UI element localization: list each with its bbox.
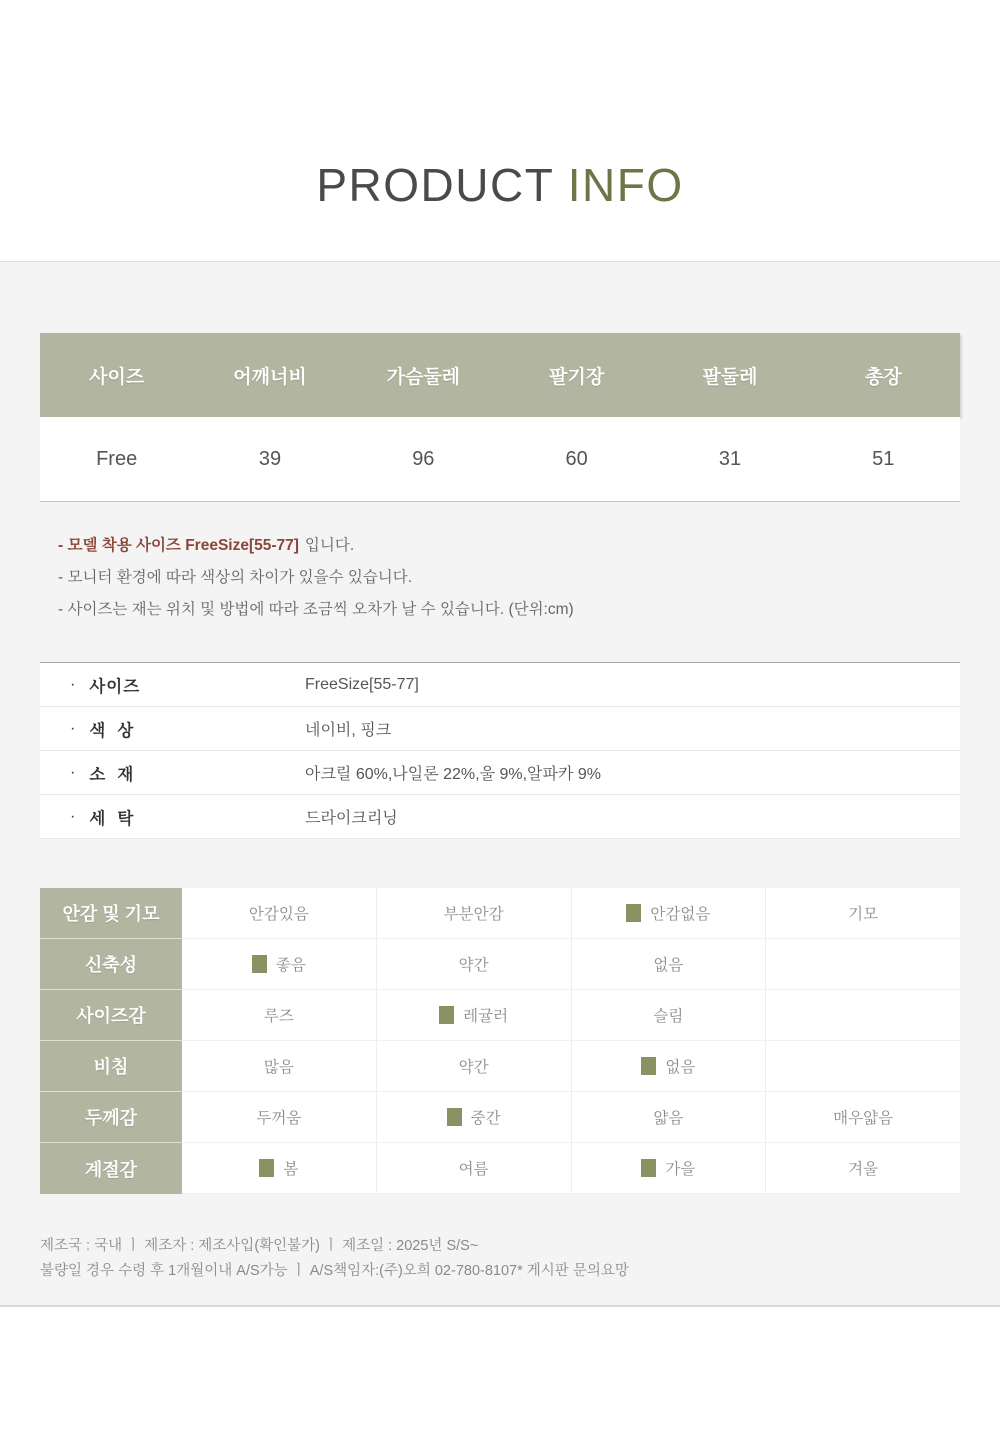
notes	[40, 530, 960, 626]
attr-option-text: 많음	[263, 1059, 294, 1076]
size-table-header	[40, 333, 960, 417]
checked-square-icon	[641, 1159, 656, 1177]
attr-row-thickness	[40, 1092, 960, 1143]
size-table-row	[40, 417, 960, 502]
attr-option-text: 얇음	[653, 1110, 684, 1127]
size-value-shoulder: 39	[258, 447, 282, 470]
detail-value: 네이비, 핑크	[305, 722, 392, 739]
attribute-option	[377, 939, 572, 990]
size-value-arm: 31	[718, 447, 742, 470]
attr-option-text: 없음	[665, 1059, 696, 1076]
attr-option-text: 매우얇음	[833, 1110, 894, 1127]
attr-label: 비침	[40, 1041, 182, 1092]
size-value-size: Free	[96, 447, 138, 470]
detail-value: FreeSize[55-77]	[305, 675, 419, 693]
attribute-option	[572, 990, 767, 1041]
attr-row-lining	[40, 888, 960, 939]
attribute-option	[377, 1143, 572, 1194]
attribute-option	[377, 1041, 572, 1092]
checked-square-icon	[439, 1006, 454, 1024]
note-monitor: - 모니터 환경에 따라 색상의 차이가 있을수 있습니다.	[58, 569, 413, 586]
attr-option-text: 가을	[665, 1161, 696, 1178]
detail-row-material	[40, 751, 960, 795]
product-info-section	[0, 261, 1000, 1307]
size-value-total-length: 51	[872, 447, 895, 470]
attribute-option	[377, 1092, 572, 1143]
size-col-arm: 팔둘레	[702, 366, 758, 388]
page-title-primary: PRODUCT	[316, 159, 568, 211]
note-model-size-rest: 입니다.	[304, 537, 355, 554]
attribute-option	[182, 1041, 377, 1092]
detail-label: 사이즈	[89, 677, 141, 696]
bullet-icon: ·	[70, 675, 76, 693]
attribute-option	[182, 990, 377, 1041]
attr-option-text: 안감있음	[248, 906, 309, 923]
attribute-option	[182, 939, 377, 990]
attr-option-text: 겨울	[848, 1161, 879, 1178]
size-value-sleeve-length: 60	[565, 447, 588, 470]
page-title	[0, 158, 1000, 212]
attribute-option	[766, 1041, 960, 1092]
detail-value: 드라이크리닝	[305, 810, 398, 827]
attribute-option	[182, 1143, 377, 1194]
attribute-option	[377, 888, 572, 939]
attr-option-text: 두꺼움	[256, 1110, 302, 1127]
attr-label: 사이즈감	[40, 990, 182, 1041]
attribute-option	[766, 939, 960, 990]
size-col-shoulder: 어깨너비	[233, 366, 307, 388]
attribute-option	[572, 1092, 767, 1143]
attr-label: 두께감	[40, 1092, 182, 1143]
detail-row-color	[40, 707, 960, 751]
attribute-option	[572, 1041, 767, 1092]
page-title-accent: INFO	[567, 159, 684, 211]
size-value-chest: 96	[412, 447, 435, 470]
attr-option-text: 부분안감	[443, 906, 504, 923]
attr-option-text: 없음	[653, 957, 684, 974]
as-info-line: 불량일 경우 수령 후 1개월이내 A/S가능 ㅣ A/S책임자:(주)오희 02-780-8107* 게시판 문의요망	[40, 1263, 629, 1279]
attribute-option	[572, 939, 767, 990]
bullet-icon: ·	[70, 763, 76, 781]
attribute-option	[572, 1143, 767, 1194]
attribute-option	[766, 1143, 960, 1194]
attr-row-season	[40, 1143, 960, 1194]
detail-label: 색 상	[89, 721, 135, 740]
detail-row-size	[40, 663, 960, 707]
size-table	[40, 333, 960, 502]
attr-label: 신축성	[40, 939, 182, 990]
attribute-option	[182, 1092, 377, 1143]
detail-list	[40, 662, 960, 839]
size-col-total-length: 총장	[864, 366, 902, 388]
detail-label: 소 재	[89, 765, 135, 784]
size-col-chest: 가슴둘레	[386, 366, 461, 388]
attr-label: 안감 및 기모	[40, 888, 182, 939]
detail-label: 세 탁	[89, 809, 135, 828]
bullet-icon: ·	[70, 719, 76, 737]
attr-row-sheerness	[40, 1041, 960, 1092]
note-model-size-highlight: - 모델 착용 사이즈 FreeSize[55-77]	[58, 537, 299, 554]
attr-option-text: 봄	[283, 1161, 299, 1178]
note-model-size	[58, 530, 960, 562]
attr-option-text: 슬림	[653, 1008, 684, 1025]
checked-square-icon	[259, 1159, 274, 1177]
manufacturer-info	[40, 1234, 960, 1284]
attribute-option	[766, 888, 960, 939]
attribute-grid	[40, 888, 960, 1194]
checked-square-icon	[641, 1057, 656, 1075]
attr-option-text: 안감없음	[650, 906, 711, 923]
attribute-option	[766, 1092, 960, 1143]
attr-option-text: 루즈	[263, 1008, 294, 1025]
attr-option-text: 좋음	[275, 957, 306, 974]
attr-option-text: 약간	[458, 1059, 489, 1076]
attribute-option	[182, 888, 377, 939]
manufacturer-line: 제조국 : 국내 ㅣ 제조자 : 제조사입(확인불가) ㅣ 제조일 : 2025년 S/S~	[40, 1238, 479, 1254]
attribute-option	[377, 990, 572, 1041]
size-col-size: 사이즈	[89, 366, 145, 388]
attr-row-stretch	[40, 939, 960, 990]
attribute-option	[572, 888, 767, 939]
attr-option-text: 기모	[848, 906, 879, 923]
attr-option-text: 중간	[470, 1110, 501, 1127]
checked-square-icon	[252, 955, 267, 973]
attr-option-text: 여름	[458, 1161, 489, 1178]
note-measurement: - 사이즈는 재는 위치 및 방법에 따라 조금씩 오차가 날 수 있습니다. (단위:cm)	[58, 601, 574, 618]
detail-value: 아크릴 60%,나일론 22%,울 9%,알파카 9%	[305, 766, 601, 783]
checked-square-icon	[447, 1108, 462, 1126]
attr-option-text: 약간	[458, 957, 489, 974]
detail-row-care	[40, 795, 960, 839]
bullet-icon: ·	[70, 807, 76, 825]
attr-option-text: 레귤러	[463, 1008, 509, 1025]
size-col-sleeve-length: 팔기장	[549, 366, 605, 388]
checked-square-icon	[626, 904, 641, 922]
attr-label: 계절감	[40, 1143, 182, 1194]
attr-row-fit	[40, 990, 960, 1041]
attribute-option	[766, 990, 960, 1041]
